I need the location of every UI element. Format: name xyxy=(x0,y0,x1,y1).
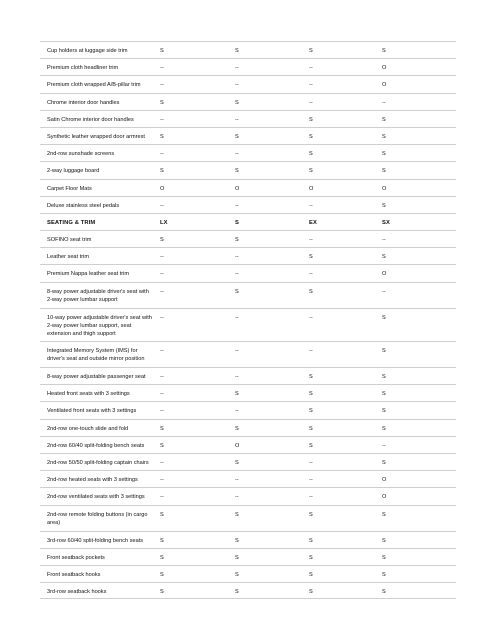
feature-label: Leather seat trim xyxy=(47,254,89,261)
trim-value-lx: S xyxy=(160,571,164,578)
trim-value-ex: S xyxy=(309,537,313,544)
trim-value-sx: O xyxy=(382,65,387,72)
trim-value-s: -- xyxy=(235,65,239,72)
trim-value-lx: S xyxy=(160,133,164,140)
trim-value-lx: -- xyxy=(160,408,164,415)
table-row xyxy=(40,308,456,341)
trim-value-s: -- xyxy=(235,494,239,501)
trim-value-ex: S xyxy=(309,288,313,295)
trim-value-lx: -- xyxy=(160,82,164,89)
table-row xyxy=(40,548,456,565)
trim-value-s: -- xyxy=(235,408,239,415)
trim-value-sx: -- xyxy=(382,99,386,106)
table-row xyxy=(40,247,456,264)
table-row xyxy=(40,341,456,367)
feature-label: Chrome interior door handles xyxy=(47,99,120,106)
trim-value-s: -- xyxy=(235,271,239,278)
table-row xyxy=(40,196,456,213)
trim-value-lx: S xyxy=(160,425,164,432)
trim-value-lx: -- xyxy=(160,254,164,261)
table-row xyxy=(40,384,456,401)
trim-value-lx: -- xyxy=(160,494,164,501)
feature-label: 2nd-row remote folding buttons (in cargo area) xyxy=(47,511,148,526)
trim-value-ex: -- xyxy=(309,237,313,244)
trim-value-ex: S xyxy=(309,374,313,381)
trim-value-ex: -- xyxy=(309,314,313,321)
trim-value-lx: S xyxy=(160,237,164,244)
table-row xyxy=(40,401,456,418)
feature-label: Premium Nappa leather seat trim xyxy=(47,271,130,278)
trim-value-sx: S xyxy=(382,374,386,381)
feature-label: Premium cloth headliner trim xyxy=(47,65,119,72)
trim-value-lx: -- xyxy=(160,374,164,381)
trim-value-s: -- xyxy=(235,116,239,123)
table-row xyxy=(40,75,456,92)
trim-value-s: -- xyxy=(235,374,239,381)
trim-value-lx: S xyxy=(160,48,164,54)
spec-table xyxy=(40,41,456,599)
trim-value-sx: S xyxy=(382,571,386,578)
trim-value-ex: -- xyxy=(309,348,313,355)
feature-label: 3rd-row seatback hooks xyxy=(47,589,107,596)
trim-value-s: -- xyxy=(235,477,239,484)
trim-value-lx: O xyxy=(160,185,165,192)
trim-value-sx: O xyxy=(382,82,387,89)
feature-label: 2nd-row 50/50 split-folding captain chairs xyxy=(47,459,149,466)
feature-label: Carpet Floor Mats xyxy=(47,185,92,192)
feature-label: 2nd-row ventilated seats with 3 settings xyxy=(47,494,145,501)
trim-value-ex: -- xyxy=(309,459,313,466)
feature-label: Synthetic leather wrapped door armrest xyxy=(47,133,145,140)
trim-value-lx: S xyxy=(160,168,164,175)
trim-value-lx: S xyxy=(160,99,164,106)
trim-value-sx: S xyxy=(382,133,386,140)
trim-value-lx: -- xyxy=(160,202,164,209)
trim-value-ex: S xyxy=(309,589,313,596)
trim-value-s: S xyxy=(235,99,239,106)
feature-label: 2nd-row sunshade screens xyxy=(47,151,115,158)
trim-header-sx: SX xyxy=(382,219,390,226)
table-row xyxy=(40,282,456,308)
trim-value-ex: S xyxy=(309,48,313,54)
trim-value-s: -- xyxy=(235,151,239,158)
feature-label: Satin Chrome interior door handles xyxy=(47,116,134,123)
table-row xyxy=(40,264,456,281)
trim-value-s: -- xyxy=(235,314,239,321)
trim-value-sx: S xyxy=(382,202,386,209)
trim-value-s: S xyxy=(235,589,239,596)
table-row xyxy=(40,179,456,196)
trim-value-ex: S xyxy=(309,116,313,123)
trim-value-s: S xyxy=(235,511,239,518)
trim-value-sx: S xyxy=(382,511,386,518)
trim-value-s: S xyxy=(235,288,239,295)
trim-value-lx: S xyxy=(160,537,164,544)
section-header-row xyxy=(40,213,456,230)
table-row xyxy=(40,453,456,470)
trim-value-ex: S xyxy=(309,254,313,261)
table-row xyxy=(40,110,456,127)
trim-value-sx: O xyxy=(382,477,387,484)
trim-value-s: O xyxy=(235,185,240,192)
trim-value-ex: -- xyxy=(309,202,313,209)
feature-label: 8-way power adjustable passenger seat xyxy=(47,374,146,381)
trim-value-ex: -- xyxy=(309,477,313,484)
trim-value-ex: S xyxy=(309,391,313,398)
trim-value-ex: S xyxy=(309,554,313,561)
feature-label: Front seatback hooks xyxy=(47,571,101,578)
trim-value-lx: -- xyxy=(160,271,164,278)
trim-value-s: S xyxy=(235,48,239,54)
trim-value-lx: -- xyxy=(160,65,164,72)
trim-value-ex: -- xyxy=(309,99,313,106)
trim-value-sx: -- xyxy=(382,237,386,244)
trim-value-sx: S xyxy=(382,537,386,544)
trim-value-lx: S xyxy=(160,554,164,561)
trim-header-lx: LX xyxy=(160,219,168,226)
table-row xyxy=(40,41,456,58)
feature-label: Premium cloth wrapped A/B-pillar trim xyxy=(47,82,141,89)
trim-value-s: S xyxy=(235,237,239,244)
trim-value-lx: -- xyxy=(160,314,164,321)
trim-value-ex: S xyxy=(309,571,313,578)
trim-value-s: S xyxy=(235,571,239,578)
trim-value-sx: -- xyxy=(382,288,386,295)
trim-value-sx: S xyxy=(382,589,386,596)
feature-label: Integrated Memory System (IMS) for driver's seat and outside mirror position xyxy=(47,348,145,363)
trim-value-lx: -- xyxy=(160,477,164,484)
trim-value-sx: -- xyxy=(382,442,386,449)
trim-value-s: S xyxy=(235,554,239,561)
trim-value-s: S xyxy=(235,168,239,175)
table-row xyxy=(40,565,456,582)
feature-label: Heated front seats with 3 settings xyxy=(47,391,130,398)
feature-label: Cup holders at luggage side trim xyxy=(47,48,128,54)
trim-value-ex: S xyxy=(309,442,313,449)
trim-value-s: S xyxy=(235,391,239,398)
trim-value-s: O xyxy=(235,442,240,449)
trim-value-sx: S xyxy=(382,459,386,466)
trim-value-s: S xyxy=(235,133,239,140)
trim-value-ex: S xyxy=(309,511,313,518)
trim-value-ex: S xyxy=(309,133,313,140)
trim-value-lx: S xyxy=(160,511,164,518)
trim-value-lx: -- xyxy=(160,391,164,398)
trim-value-ex: S xyxy=(309,151,313,158)
feature-label: Front seatback pockets xyxy=(47,554,105,561)
trim-value-sx: S xyxy=(382,151,386,158)
trim-value-sx: S xyxy=(382,348,386,355)
trim-value-s: -- xyxy=(235,254,239,261)
trim-value-s: -- xyxy=(235,348,239,355)
trim-value-s: S xyxy=(235,425,239,432)
feature-label: 2nd-row 60/40 split-folding bench seats xyxy=(47,442,145,449)
section-title: SEATING & TRIM xyxy=(47,219,96,226)
table-row xyxy=(40,531,456,548)
table-row xyxy=(40,582,456,599)
table-row xyxy=(40,161,456,178)
trim-value-ex: S xyxy=(309,425,313,432)
trim-value-s: S xyxy=(235,537,239,544)
feature-label: 2-way luggage board xyxy=(47,168,100,175)
trim-value-sx: S xyxy=(382,116,386,123)
feature-label: Deluxe stainless steel pedals xyxy=(47,202,120,209)
trim-value-s: S xyxy=(235,459,239,466)
trim-value-sx: S xyxy=(382,425,386,432)
table-row xyxy=(40,144,456,161)
table-row xyxy=(40,93,456,110)
feature-label: SOFINO seat trim xyxy=(47,237,92,244)
trim-value-s: -- xyxy=(235,202,239,209)
trim-value-sx: O xyxy=(382,494,387,501)
table-row xyxy=(40,230,456,247)
trim-value-sx: O xyxy=(382,185,387,192)
trim-value-sx: S xyxy=(382,554,386,561)
feature-label: 8-way power adjustable driver's seat with 2-way power lumbar support xyxy=(47,288,149,304)
trim-value-lx: -- xyxy=(160,151,164,158)
trim-value-ex: -- xyxy=(309,494,313,501)
table-row xyxy=(40,419,456,436)
trim-value-lx: S xyxy=(160,589,164,596)
feature-label: 2nd-row heated seats with 3 settings xyxy=(47,477,138,484)
trim-value-s: -- xyxy=(235,82,239,89)
trim-value-ex: -- xyxy=(309,82,313,89)
trim-value-sx: S xyxy=(382,254,386,261)
trim-header-ex: EX xyxy=(309,219,317,226)
table-row xyxy=(40,367,456,384)
trim-value-sx: S xyxy=(382,391,386,398)
trim-value-lx: -- xyxy=(160,288,164,295)
table-row xyxy=(40,436,456,453)
trim-value-ex: O xyxy=(309,185,314,192)
table-row xyxy=(40,505,456,531)
trim-value-ex: S xyxy=(309,168,313,175)
trim-value-lx: S xyxy=(160,442,164,449)
trim-value-sx: S xyxy=(382,408,386,415)
trim-value-ex: -- xyxy=(309,65,313,72)
trim-header-s: S xyxy=(235,219,239,226)
trim-value-ex: -- xyxy=(309,271,313,278)
table-row xyxy=(40,487,456,504)
trim-value-sx: S xyxy=(382,314,386,321)
table-row xyxy=(40,127,456,144)
trim-value-lx: -- xyxy=(160,348,164,355)
trim-value-sx: S xyxy=(382,48,386,54)
table-row xyxy=(40,58,456,75)
trim-value-sx: O xyxy=(382,271,387,278)
trim-value-ex: S xyxy=(309,408,313,415)
trim-value-lx: -- xyxy=(160,459,164,466)
trim-value-lx: -- xyxy=(160,116,164,123)
feature-label: Ventilated front seats with 3 settings xyxy=(47,408,137,415)
feature-label: 3rd-row 60/40 split-folding bench seats xyxy=(47,537,144,544)
feature-label: 10-way power adjustable driver's seat with 2-way power lumbar support, seat extension and thigh support xyxy=(47,314,152,338)
table-row xyxy=(40,470,456,487)
trim-value-sx: S xyxy=(382,168,386,175)
feature-label: 2nd-row one-touch slide and fold xyxy=(47,425,129,432)
